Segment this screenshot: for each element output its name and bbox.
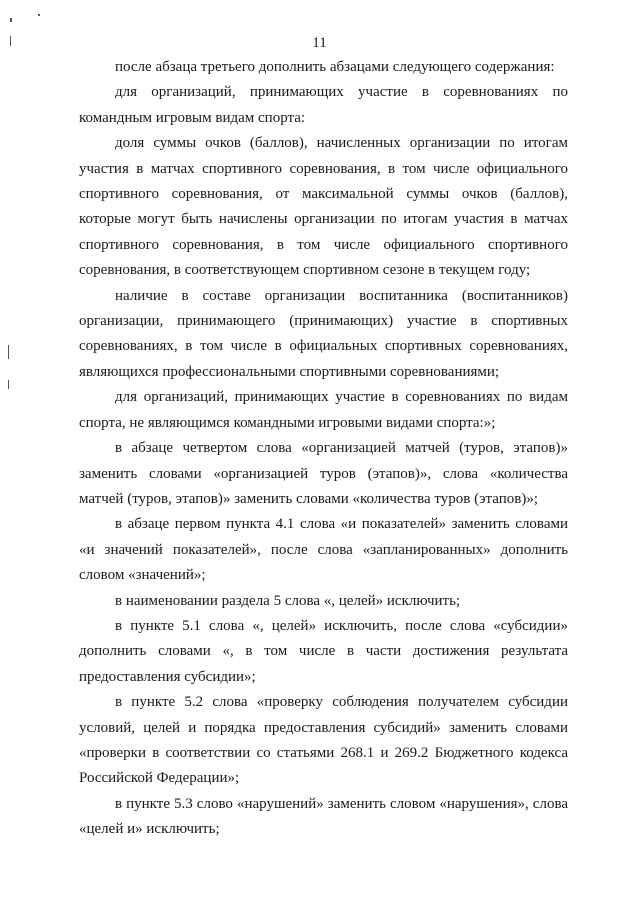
scan-speck	[10, 18, 12, 22]
document-body	[79, 55, 568, 843]
paragraph: в абзаце четвертом слова «организацией матчей (туров, этапов)» заменить словами «организацией туров (этапов)», слова «количества матчей (туров, этапов)» заменить словами «количества туров (этапов)»;	[79, 440, 568, 507]
paragraph: в наименовании раздела 5 слова «, целей» исключить;	[115, 592, 461, 609]
paragraph: в пункте 5.3 слово «нарушений» заменить словом «нарушения», слова «целей и» исключить;	[79, 795, 568, 838]
paragraph: в абзаце первом пункта 4.1 слова «и показателей» заменить словами «и значений показателей», после слова «запланированных» дополнить словом «значений»;	[79, 516, 568, 584]
scan-speck	[8, 345, 9, 359]
paragraph: в пункте 5.1 слова «, целей» исключить, после слова «субсидии» дополнить словами «, в том числе в части достижения результата предоставления субсидии»;	[79, 617, 568, 685]
paragraph: после абзаца третьего дополнить абзацами следующего содержания:	[115, 59, 555, 75]
paragraph: для организаций, принимающих участие в соревнованиях по командным игровым видам спорта:	[79, 84, 568, 126]
paragraph: в пункте 5.2 слова «проверку соблюдения получателем субсидии условий, целей и порядка предоставления субсидий» заменить словами «проверки в соответствии со статьями 268.1 и 269.2 Бюджетного кодекса Российской Федерации»;	[79, 694, 568, 787]
paragraph: для организаций, принимающих участие в соревнованиях по видам спорта, не являющимся командными игровыми видами спорта:»;	[79, 389, 568, 431]
scan-speck	[38, 14, 40, 16]
page-number: 11	[312, 35, 327, 51]
scan-speck	[8, 380, 9, 389]
paragraph: наличие в составе организации воспитанника (воспитанников) организации, принимающего (принимающих) участие в спортивных соревнованиях, в том числе в официальных спортивных соревнованиях, являющихся профессиональными спортивными соревнованиями;	[79, 287, 568, 380]
paragraph: доля суммы очков (баллов), начисленных организации по итогам участия в матчах спортивного соревнования, в том числе официального спортивного соревнования, от максимальной суммы очков (баллов), которые могут быть начислены организации по итогам участия в матчах спортивного соревнования, в том числе официального спортивного соревнования, в соответствующем спортивном сезоне в текущем году;	[79, 135, 568, 279]
